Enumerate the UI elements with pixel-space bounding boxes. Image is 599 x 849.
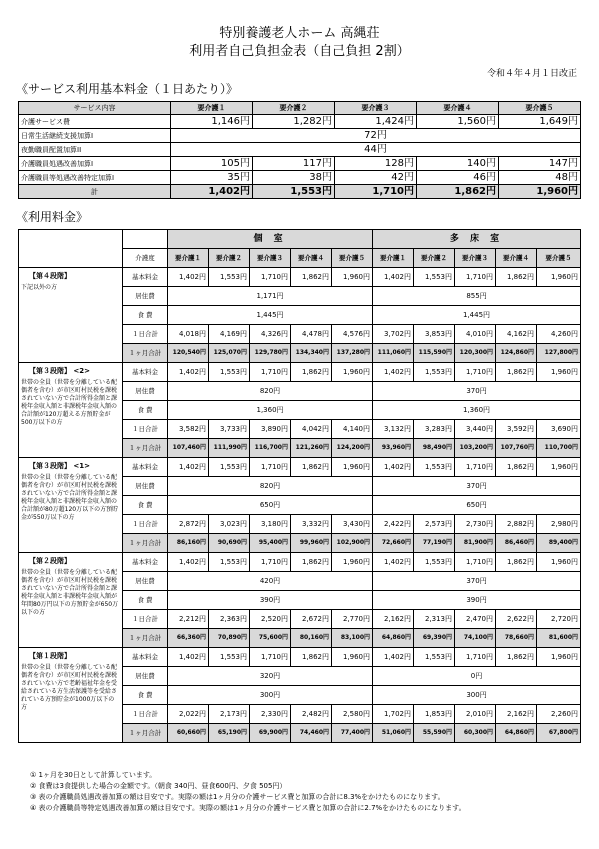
- daily-total-cell: 2,622円: [496, 610, 537, 629]
- residence-fee-shared: 370円: [373, 477, 581, 496]
- daily-total-cell: 2,482円: [291, 705, 332, 724]
- daily-total-cell: 3,733円: [209, 420, 250, 439]
- daily-total-cell: 2,470円: [455, 610, 496, 629]
- revision-date: 令和４年４月１日改正: [486, 69, 577, 79]
- daily-total-label: １日合計: [123, 705, 168, 724]
- monthly-total-cell: 81,900円: [455, 534, 496, 553]
- table-row: [19, 157, 581, 171]
- daily-total-cell: 2,580円: [332, 705, 373, 724]
- monthly-total-cell: 111,990円: [209, 439, 250, 458]
- monthly-total-cell: 110,700円: [537, 439, 581, 458]
- daily-total-label: １日合計: [123, 420, 168, 439]
- stage-name: 【第１段階】: [29, 652, 71, 660]
- basic-fee-cell: 1,862円: [291, 553, 332, 572]
- daily-total-cell: 3,440円: [455, 420, 496, 439]
- daily-total-cell: 2,520円: [250, 610, 291, 629]
- basic-fee-cell: 1,402円: [168, 363, 209, 382]
- monthly-total-cell: 86,460円: [496, 534, 537, 553]
- food-fee-label: 食 費: [123, 686, 168, 705]
- care-level-label: 介護度: [123, 249, 168, 268]
- monthly-total-cell: 125,070円: [209, 344, 250, 363]
- basic-fee-cell: 1,710円: [250, 268, 291, 287]
- daily-total-cell: 3,332円: [291, 515, 332, 534]
- daily-total-cell: 3,180円: [250, 515, 291, 534]
- food-fee-shared: 300円: [373, 686, 581, 705]
- monthly-total-cell: 115,590円: [414, 344, 455, 363]
- daily-total-cell: 3,592円: [496, 420, 537, 439]
- monthly-total-cell: 60,300円: [455, 724, 496, 743]
- facility-title: 特別養護老人ホーム 高縄荘: [219, 26, 380, 41]
- daily-total-cell: 3,702円: [373, 325, 414, 344]
- shared-room-header: 多 床 室: [373, 230, 581, 249]
- daily-total-cell: 2,573円: [414, 515, 455, 534]
- basic-fee-cell: 1,710円: [250, 648, 291, 667]
- daily-total-cell: 4,010円: [455, 325, 496, 344]
- daily-total-cell: 4,260円: [537, 325, 581, 344]
- row-label: 介護サービス費: [19, 115, 171, 129]
- residence-fee-shared: 855円: [373, 287, 581, 306]
- stage-description: 世帯の全員（世帯を分離している配偶者を含む）が市区町村民税を課税されていない方で合計所得金額と課税年金収入額と非課税年金収入額が年間80万円以下の方預貯金が650万以下の方: [21, 569, 119, 616]
- basic-fee-cell: 1,710円: [250, 458, 291, 477]
- monthly-total-cell: 60,660円: [168, 724, 209, 743]
- food-fee-private: 1,360円: [168, 401, 373, 420]
- care-level-header: 要介護２: [414, 249, 455, 268]
- fee-cell: 35円: [171, 171, 253, 185]
- monthly-total-label: １ヶ月合計: [123, 344, 168, 363]
- residence-fee-private: 1,171円: [168, 287, 373, 306]
- daily-total-label: １日合計: [123, 325, 168, 344]
- stage-cell: [19, 458, 123, 553]
- residence-fee-private: 420円: [168, 572, 373, 591]
- basic-fee-label: 基本料金: [123, 458, 168, 477]
- monthly-total-cell: 70,890円: [209, 629, 250, 648]
- basic-fee-cell: 1,960円: [332, 458, 373, 477]
- basic-fee-cell: 1,553円: [209, 268, 250, 287]
- monthly-total-cell: 121,260円: [291, 439, 332, 458]
- monthly-total-cell: 69,900円: [250, 724, 291, 743]
- residence-fee-shared: 0円: [373, 667, 581, 686]
- stage-name: 【第３段階】 <1>: [29, 462, 91, 470]
- total-label: 計: [19, 185, 171, 199]
- fee-cell: 42円: [335, 171, 417, 185]
- total-cell: 1,710円: [335, 185, 417, 199]
- stage-description: 下記以外の方: [21, 284, 58, 291]
- monthly-total-cell: 124,860円: [496, 344, 537, 363]
- care-level-header: 要介護１: [168, 249, 209, 268]
- food-fee-private: 1,445円: [168, 306, 373, 325]
- basic-fee-cell: 1,710円: [455, 363, 496, 382]
- basic-fee-cell: 1,710円: [250, 363, 291, 382]
- daily-total-cell: 1,702円: [373, 705, 414, 724]
- food-fee-label: 食 費: [123, 401, 168, 420]
- table-row: [19, 171, 581, 185]
- daily-total-cell: 2,010円: [455, 705, 496, 724]
- total-cell: 1,402円: [171, 185, 253, 199]
- residence-fee-shared: 370円: [373, 382, 581, 401]
- monthly-total-cell: 93,960円: [373, 439, 414, 458]
- basic-fee-cell: 1,402円: [373, 648, 414, 667]
- usage-fee-table: [18, 229, 581, 743]
- daily-total-cell: 2,173円: [209, 705, 250, 724]
- monthly-total-cell: 137,280円: [332, 344, 373, 363]
- basic-fee-cell: 1,553円: [209, 648, 250, 667]
- basic-fee-cell: 1,553円: [414, 268, 455, 287]
- daily-total-cell: 2,422円: [373, 515, 414, 534]
- monthly-total-cell: 120,300円: [455, 344, 496, 363]
- total-cell: 1,960円: [499, 185, 581, 199]
- basic-fee-cell: 1,710円: [455, 458, 496, 477]
- care-level-header: 要介護１: [373, 249, 414, 268]
- monthly-total-cell: 80,160円: [291, 629, 332, 648]
- basic-fee-cell: 1,553円: [209, 458, 250, 477]
- daily-total-cell: 4,169円: [209, 325, 250, 344]
- column-header: サービス内容: [19, 102, 171, 115]
- table-row: [19, 143, 581, 157]
- basic-fee-cell: 1,710円: [455, 648, 496, 667]
- monthly-total-cell: 107,460円: [168, 439, 209, 458]
- base-section-title: 《サービス利用基本料金（１日あたり）》: [16, 82, 239, 96]
- basic-fee-cell: 1,553円: [209, 363, 250, 382]
- monthly-total-cell: 55,590円: [414, 724, 455, 743]
- monthly-total-cell: 90,690円: [209, 534, 250, 553]
- column-header: 要介護３: [335, 102, 417, 115]
- monthly-total-cell: 89,400円: [537, 534, 581, 553]
- daily-total-cell: 4,140円: [332, 420, 373, 439]
- daily-total-cell: 4,576円: [332, 325, 373, 344]
- daily-total-cell: 2,162円: [496, 705, 537, 724]
- monthly-total-cell: 66,360円: [168, 629, 209, 648]
- basic-fee-cell: 1,862円: [291, 268, 332, 287]
- fee-cell: 1,424円: [335, 115, 417, 129]
- daily-total-cell: 2,363円: [209, 610, 250, 629]
- footnote: ① 1ヶ月を30日として計算しています。: [30, 771, 157, 779]
- daily-total-cell: 2,730円: [455, 515, 496, 534]
- footnotes: [30, 770, 466, 814]
- column-header: 要介護２: [253, 102, 335, 115]
- residence-fee-label: 居住費: [123, 572, 168, 591]
- care-level-header: 要介護４: [496, 249, 537, 268]
- row-label: 介護職員処遇改善加算Ⅰ: [19, 157, 171, 171]
- fee-cell: 147円: [499, 157, 581, 171]
- daily-total-cell: 2,330円: [250, 705, 291, 724]
- row-label: 介護職員等処遇改善特定加算Ⅰ: [19, 171, 171, 185]
- daily-total-cell: 4,478円: [291, 325, 332, 344]
- total-cell: 1,862円: [417, 185, 499, 199]
- monthly-total-label: １ヶ月合計: [123, 724, 168, 743]
- row-label: 夜勤職員配置加算ⅠⅠ: [19, 143, 171, 157]
- daily-total-cell: 3,582円: [168, 420, 209, 439]
- daily-total-cell: 2,872円: [168, 515, 209, 534]
- column-header: 要介護１: [171, 102, 253, 115]
- base-fee-table: [18, 101, 581, 199]
- basic-fee-cell: 1,402円: [168, 458, 209, 477]
- monthly-total-cell: 134,340円: [291, 344, 332, 363]
- care-level-header: 要介護５: [537, 249, 581, 268]
- fee-cell: 1,146円: [171, 115, 253, 129]
- basic-fee-cell: 1,960円: [537, 363, 581, 382]
- stage-name: 【第３段階】 <2>: [29, 367, 91, 375]
- basic-fee-cell: 1,960円: [537, 458, 581, 477]
- basic-fee-cell: 1,553円: [414, 363, 455, 382]
- basic-fee-cell: 1,402円: [373, 363, 414, 382]
- header-blank: [19, 230, 123, 268]
- daily-total-label: １日合計: [123, 515, 168, 534]
- daily-total-cell: 2,980円: [537, 515, 581, 534]
- stage-cell: [19, 363, 123, 458]
- footnote: ③ 表の介護職員処遇改善加算の額は目安です。実際の額は1ヶ月分の介護サービス費と加算の合計に8.3%をかけたものになります。: [30, 793, 445, 801]
- daily-total-label: １日合計: [123, 610, 168, 629]
- food-fee-label: 食 費: [123, 496, 168, 515]
- monthly-total-cell: 77,190円: [414, 534, 455, 553]
- monthly-total-cell: 74,100円: [455, 629, 496, 648]
- residence-fee-label: 居住費: [123, 477, 168, 496]
- daily-total-cell: 3,690円: [537, 420, 581, 439]
- basic-fee-cell: 1,402円: [373, 553, 414, 572]
- monthly-total-cell: 99,960円: [291, 534, 332, 553]
- care-level-header: 要介護３: [455, 249, 496, 268]
- fee-cell: 38円: [253, 171, 335, 185]
- care-level-header: 要介護４: [291, 249, 332, 268]
- food-fee-shared: 650円: [373, 496, 581, 515]
- daily-total-cell: 2,162円: [373, 610, 414, 629]
- basic-fee-cell: 1,553円: [209, 553, 250, 572]
- monthly-total-cell: 81,600円: [537, 629, 581, 648]
- column-header: 要介護４: [417, 102, 499, 115]
- monthly-total-cell: 127,800円: [537, 344, 581, 363]
- daily-total-cell: 2,882円: [496, 515, 537, 534]
- monthly-total-cell: 67,800円: [537, 724, 581, 743]
- basic-fee-cell: 1,710円: [455, 268, 496, 287]
- residence-fee-label: 居住費: [123, 287, 168, 306]
- basic-fee-cell: 1,960円: [332, 363, 373, 382]
- basic-fee-cell: 1,862円: [291, 458, 332, 477]
- basic-fee-label: 基本料金: [123, 648, 168, 667]
- food-fee-shared: 1,445円: [373, 306, 581, 325]
- basic-fee-cell: 1,553円: [414, 458, 455, 477]
- monthly-total-cell: 107,760円: [496, 439, 537, 458]
- table-row: [19, 129, 581, 143]
- monthly-total-cell: 69,390円: [414, 629, 455, 648]
- monthly-total-cell: 78,660円: [496, 629, 537, 648]
- monthly-total-cell: 75,600円: [250, 629, 291, 648]
- residence-fee-private: 320円: [168, 667, 373, 686]
- header-blank: [123, 230, 168, 249]
- monthly-total-label: １ヶ月合計: [123, 439, 168, 458]
- basic-fee-cell: 1,402円: [168, 268, 209, 287]
- fee-cell: 117円: [253, 157, 335, 171]
- stage-cell: [19, 648, 123, 743]
- daily-total-cell: 2,212円: [168, 610, 209, 629]
- basic-fee-cell: 1,553円: [414, 648, 455, 667]
- stage-name: 【第２段階】: [29, 557, 71, 565]
- fee-cell: 48円: [499, 171, 581, 185]
- row-label: 日常生活継続支援加算Ⅰ: [19, 129, 171, 143]
- usage-section-title: 《利用料金》: [16, 210, 89, 224]
- monthly-total-label: １ヶ月合計: [123, 629, 168, 648]
- basic-fee-cell: 1,862円: [291, 363, 332, 382]
- monthly-total-cell: 64,860円: [496, 724, 537, 743]
- monthly-total-cell: 102,900円: [332, 534, 373, 553]
- basic-fee-cell: 1,960円: [537, 648, 581, 667]
- basic-fee-label: 基本料金: [123, 363, 168, 382]
- monthly-total-cell: 98,490円: [414, 439, 455, 458]
- basic-fee-cell: 1,960円: [537, 553, 581, 572]
- food-fee-shared: 390円: [373, 591, 581, 610]
- fee-cell: 46円: [417, 171, 499, 185]
- care-level-header: 要介護５: [332, 249, 373, 268]
- monthly-total-cell: 129,780円: [250, 344, 291, 363]
- monthly-total-cell: 95,400円: [250, 534, 291, 553]
- basic-fee-cell: 1,960円: [332, 553, 373, 572]
- basic-fee-label: 基本料金: [123, 553, 168, 572]
- monthly-total-cell: 116,700円: [250, 439, 291, 458]
- daily-total-cell: 4,162円: [496, 325, 537, 344]
- daily-total-cell: 3,283円: [414, 420, 455, 439]
- footnote: ④ 表の介護職員等特定処遇改善加算の額は目安です。実際の額は1ヶ月分の介護サービス費と加算の合計に2.7%をかけたものになります。: [30, 804, 466, 812]
- monthly-total-cell: 83,100円: [332, 629, 373, 648]
- daily-total-cell: 2,313円: [414, 610, 455, 629]
- monthly-total-cell: 74,460円: [291, 724, 332, 743]
- private-room-header: 個 室: [168, 230, 373, 249]
- basic-fee-cell: 1,402円: [373, 268, 414, 287]
- monthly-total-cell: 103,200円: [455, 439, 496, 458]
- food-fee-label: 食 費: [123, 306, 168, 325]
- daily-total-cell: 3,430円: [332, 515, 373, 534]
- basic-fee-cell: 1,862円: [291, 648, 332, 667]
- fee-cell: 1,649円: [499, 115, 581, 129]
- monthly-total-cell: 111,060円: [373, 344, 414, 363]
- daily-total-cell: 2,672円: [291, 610, 332, 629]
- basic-fee-cell: 1,710円: [455, 553, 496, 572]
- daily-total-cell: 2,260円: [537, 705, 581, 724]
- monthly-total-cell: 124,200円: [332, 439, 373, 458]
- basic-fee-cell: 1,862円: [496, 553, 537, 572]
- residence-fee-private: 820円: [168, 382, 373, 401]
- basic-fee-cell: 1,862円: [496, 648, 537, 667]
- stage-cell: [19, 268, 123, 363]
- fee-cell: 1,560円: [417, 115, 499, 129]
- care-level-header: 要介護２: [209, 249, 250, 268]
- daily-total-cell: 3,023円: [209, 515, 250, 534]
- basic-fee-cell: 1,960円: [537, 268, 581, 287]
- food-fee-label: 食 費: [123, 591, 168, 610]
- basic-fee-cell: 1,710円: [250, 553, 291, 572]
- monthly-total-cell: 77,400円: [332, 724, 373, 743]
- document-title: 利用者自己負担金表（自己負担 2割）: [189, 44, 410, 59]
- stage-description: 世帯の全員（世帯を分離している配偶者を含む）が市区町村民税を課税されていない方で合計所得金額と課税年金収入額と非課税年金収入額の合計額が120万超える方預貯金が500万以下の方: [21, 379, 118, 426]
- food-fee-private: 300円: [168, 686, 373, 705]
- residence-fee-label: 居住費: [123, 667, 168, 686]
- column-header: 要介護５: [499, 102, 581, 115]
- daily-total-cell: 2,720円: [537, 610, 581, 629]
- stage-description: 世帯の全員（世帯を分離している配偶者を含む）が市区町村民税を課税されていない方で老齢福祉年金を受給されている方生活保護等を受給されている方預貯金が1000万以下の方: [21, 664, 118, 711]
- basic-fee-cell: 1,960円: [332, 648, 373, 667]
- daily-total-cell: 2,770円: [332, 610, 373, 629]
- merged-value: 72円: [171, 129, 581, 143]
- monthly-total-cell: 120,540円: [168, 344, 209, 363]
- basic-fee-cell: 1,862円: [496, 363, 537, 382]
- basic-fee-cell: 1,553円: [414, 553, 455, 572]
- footnote: ② 食費は3食提供した場合の金額です。（朝食 340円、昼食600円、夕食 505円）: [30, 782, 287, 790]
- residence-fee-label: 居住費: [123, 382, 168, 401]
- daily-total-cell: 3,853円: [414, 325, 455, 344]
- fee-cell: 1,282円: [253, 115, 335, 129]
- total-cell: 1,553円: [253, 185, 335, 199]
- food-fee-private: 650円: [168, 496, 373, 515]
- daily-total-cell: 3,890円: [250, 420, 291, 439]
- residence-fee-private: 820円: [168, 477, 373, 496]
- merged-value: 44円: [171, 143, 581, 157]
- monthly-total-cell: 65,190円: [209, 724, 250, 743]
- monthly-total-cell: 51,060円: [373, 724, 414, 743]
- monthly-total-cell: 72,660円: [373, 534, 414, 553]
- daily-total-cell: 2,022円: [168, 705, 209, 724]
- fee-cell: 140円: [417, 157, 499, 171]
- basic-fee-cell: 1,862円: [496, 458, 537, 477]
- monthly-total-cell: 64,860円: [373, 629, 414, 648]
- basic-fee-cell: 1,402円: [168, 648, 209, 667]
- daily-total-cell: 3,132円: [373, 420, 414, 439]
- monthly-total-label: １ヶ月合計: [123, 534, 168, 553]
- fee-cell: 105円: [171, 157, 253, 171]
- fee-cell: 128円: [335, 157, 417, 171]
- stage-cell: [19, 553, 123, 648]
- daily-total-cell: 4,326円: [250, 325, 291, 344]
- residence-fee-shared: 370円: [373, 572, 581, 591]
- basic-fee-label: 基本料金: [123, 268, 168, 287]
- care-level-header: 要介護３: [250, 249, 291, 268]
- basic-fee-cell: 1,862円: [496, 268, 537, 287]
- basic-fee-cell: 1,960円: [332, 268, 373, 287]
- daily-total-cell: 4,042円: [291, 420, 332, 439]
- table-row: [19, 115, 581, 129]
- daily-total-cell: 4,018円: [168, 325, 209, 344]
- daily-total-cell: 1,853円: [414, 705, 455, 724]
- food-fee-shared: 1,360円: [373, 401, 581, 420]
- food-fee-private: 390円: [168, 591, 373, 610]
- stage-name: 【第４段階】: [29, 272, 71, 280]
- basic-fee-cell: 1,402円: [373, 458, 414, 477]
- monthly-total-cell: 86,160円: [168, 534, 209, 553]
- basic-fee-cell: 1,402円: [168, 553, 209, 572]
- stage-description: 世帯の全員（世帯を分離している配偶者を含む）が市区町村民税を課税されていない方で合計所得金額と課税年金収入額と非課税年金収入額の合計額が80万超120万以下の方預貯金が550万以下の方: [21, 474, 119, 521]
